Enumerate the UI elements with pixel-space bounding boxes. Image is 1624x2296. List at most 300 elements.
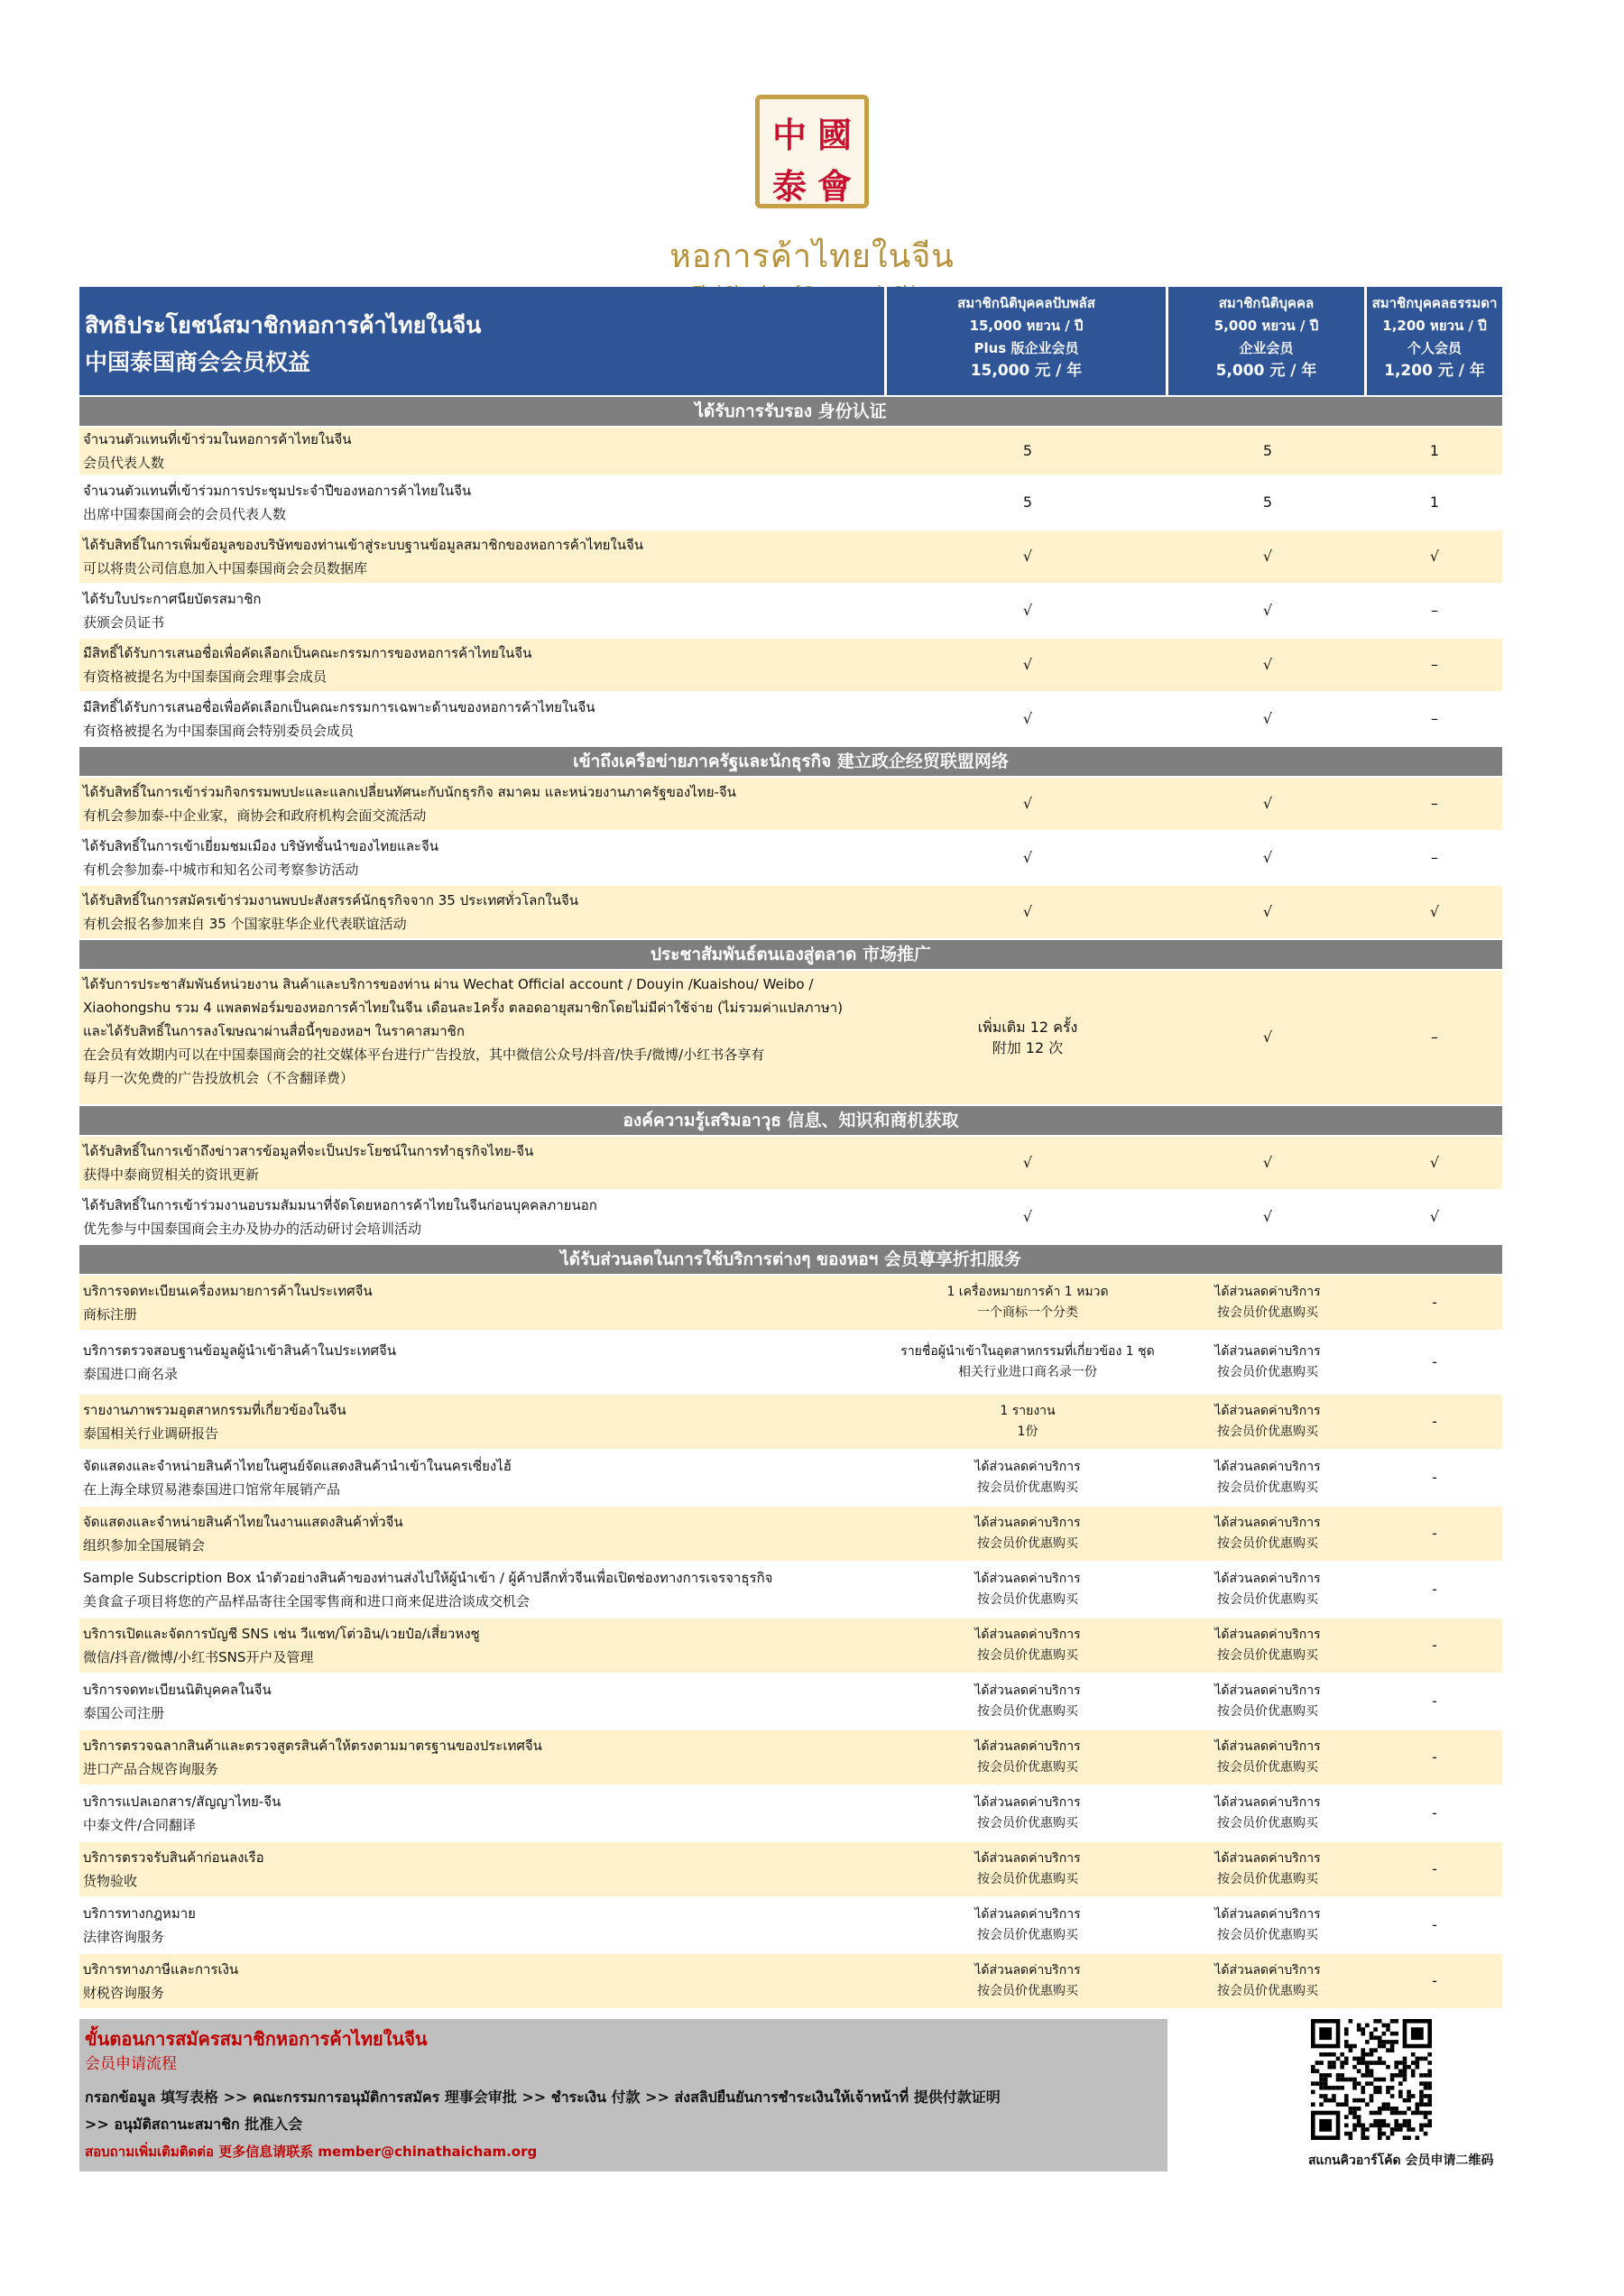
corporate-member-value-text: 按会员价优惠购买 bbox=[1217, 1648, 1318, 1663]
contact-line: สอบถามเพิ่มเติมติดต่อ 更多信息请联系 member@chinathaicham.org bbox=[85, 2144, 538, 2160]
seal-char: 泰 bbox=[771, 166, 807, 207]
benefit-cell bbox=[79, 693, 887, 745]
plus-member-value-text: 按会员价优惠购买 bbox=[977, 1648, 1078, 1663]
benefit-text-chinese: 有资格被提名为中国泰国商会特别委员会成员 bbox=[83, 723, 355, 739]
individual-member-value-text: - bbox=[1432, 1469, 1437, 1486]
benefit-text-chinese: 有机会参加泰-中企业家，商协会和政府机构会面交流活动 bbox=[83, 807, 427, 824]
corporate-member-value-text: ได้ส่วนลดค่าบริการ bbox=[1214, 1907, 1321, 1922]
benefit-cell bbox=[79, 1276, 887, 1330]
benefit-text-thai: บริการเปิดและจัดการบัญชี SNS เช่น วีแชท/โต่วอิน/เวยป๋อ/เสี่ยวหงชู bbox=[83, 1626, 480, 1642]
individual-member-value bbox=[1367, 1276, 1502, 1330]
corporate-member-value-text: ได้ส่วนลดค่าบริการ bbox=[1214, 1460, 1321, 1474]
process-steps bbox=[85, 2084, 1162, 2138]
table-row bbox=[79, 830, 1502, 884]
plus-member-value bbox=[887, 1332, 1168, 1393]
benefit-text-thai: ได้รับสิทธิ์ในการสมัครเข้าร่วมงานพบปะสังสรรค์นักธุรกิจจาก 35 ประเทศทั่วโลกในจีน bbox=[83, 892, 579, 908]
benefit-cell bbox=[79, 585, 887, 637]
table-row bbox=[79, 637, 1502, 691]
table-row bbox=[79, 691, 1502, 745]
corporate-member-value bbox=[1168, 1507, 1367, 1561]
benefit-text-thai: ได้รับใบประกาศนียบัตรสมาชิก bbox=[83, 591, 262, 607]
corporate-member-value-text: 按会员价优惠购买 bbox=[1217, 1760, 1318, 1775]
benefit-text-thai: บริการจดทะเบียนนิติบุคคลในจีน bbox=[83, 1682, 272, 1698]
individual-member-value bbox=[1367, 1730, 1502, 1784]
benefit-text-chinese: 泰国相关行业调研报告 bbox=[83, 1425, 219, 1442]
benefit-cell bbox=[79, 832, 887, 884]
individual-member-value bbox=[1367, 1451, 1502, 1505]
plus-member-value-text: ได้ส่วนลดค่าบริการ bbox=[974, 1739, 1081, 1754]
table-row bbox=[79, 969, 1502, 1104]
plus-member-value bbox=[887, 1842, 1168, 1896]
corporate-member-value-text: 按会员价优惠购买 bbox=[1217, 1816, 1318, 1830]
benefit-cell bbox=[79, 1507, 887, 1561]
individual-member-value-text: - bbox=[1432, 1294, 1437, 1311]
plus-member-value-text: √ bbox=[1022, 548, 1033, 565]
individual-member-value bbox=[1367, 530, 1502, 583]
individual-member-value bbox=[1367, 476, 1502, 529]
individual-member-value bbox=[1367, 585, 1502, 637]
plus-member-value-text: ได้ส่วนลดค่าบริการ bbox=[974, 1460, 1081, 1474]
benefit-text-thai: ได้รับการประชาสัมพันธ์หน่วยงาน สินค้าและบริการของท่าน ผ่าน Wechat Official account / Douyin /Kuaishou/ Weibo / bbox=[83, 976, 814, 992]
benefit-text-chinese: 有资格被提名为中国泰国商会理事会成员 bbox=[83, 669, 328, 685]
corporate-member-value-text: 按会员价优惠购买 bbox=[1217, 1365, 1318, 1379]
seal-char: 會 bbox=[817, 166, 852, 207]
corporate-member-value-text: √ bbox=[1262, 1208, 1273, 1225]
corporate-member-value-text: ได้ส่วนลดค่าบริการ bbox=[1214, 1627, 1321, 1642]
benefits-table bbox=[79, 287, 1502, 2008]
benefit-text-chinese: 法律咨询服务 bbox=[83, 1929, 165, 1945]
corporate-member-value-text: ได้ส่วนลดค่าบริการ bbox=[1214, 1285, 1321, 1299]
corporate-member-value bbox=[1168, 1954, 1367, 2008]
corporate-member-value bbox=[1168, 1276, 1367, 1330]
section-header: ได้รับส่วนลดในการใช้บริการต่างๆ ของหอฯ 会员尊享折扣服务 bbox=[79, 1243, 1502, 1274]
corporate-member-value bbox=[1168, 1137, 1367, 1189]
individual-member-value-text: - bbox=[1432, 1860, 1437, 1877]
corporate-member-value bbox=[1168, 1786, 1367, 1840]
column-name-chinese: 个人会员 bbox=[1407, 340, 1462, 356]
benefit-cell bbox=[79, 886, 887, 938]
table-row bbox=[79, 1135, 1502, 1189]
benefit-text-thai: Xiaohongshu รวม 4 แพลตฟอร์มของหอการค้าไทยในจีน เดือนละ1ครั้ง ตลอดอายุสมาชิกโดยไม่มีค่าใช้จ่าย (ไม่รวมค่าแปลภาษา) bbox=[83, 1000, 844, 1016]
plus-member-value bbox=[887, 1395, 1168, 1449]
table-row bbox=[79, 1330, 1502, 1393]
individual-member-value-text: - bbox=[1432, 1525, 1437, 1542]
process-title-chinese: 会员申请流程 bbox=[85, 2055, 177, 2073]
benefit-text-chinese: 微信/抖音/微博/小红书SNS开户及管理 bbox=[83, 1649, 314, 1665]
benefit-text-chinese: 中泰文件/合同翻译 bbox=[83, 1817, 197, 1833]
plus-member-value-text: 附加 12 次 bbox=[992, 1039, 1064, 1056]
column-name-thai: สมาชิกนิติบุคคล bbox=[1218, 295, 1315, 311]
benefit-cell bbox=[79, 1395, 887, 1449]
benefit-text-chinese: 获颁会员证书 bbox=[83, 614, 165, 631]
corporate-member-value bbox=[1168, 1451, 1367, 1505]
benefit-text-chinese: 财税咨询服务 bbox=[83, 1985, 165, 2001]
plus-member-value bbox=[887, 1191, 1168, 1243]
corporate-member-value-text: 按会员价优惠购买 bbox=[1217, 1984, 1318, 1998]
corporate-member-value-text: 按会员价优惠购买 bbox=[1217, 1480, 1318, 1495]
individual-member-value-text: - bbox=[1432, 1748, 1437, 1766]
qr-code-icon[interactable] bbox=[1311, 2019, 1432, 2140]
corporate-member-value bbox=[1168, 1618, 1367, 1673]
benefit-cell bbox=[79, 1898, 887, 1952]
corporate-member-value-text: 5 bbox=[1262, 493, 1273, 511]
section-header: องค์ความรู้เสริมอาวุธ 信息、知识和商机获取 bbox=[79, 1104, 1502, 1135]
corporate-member-value-text: √ bbox=[1262, 903, 1273, 920]
column-name-thai: สมาชิกบุคคลธรรมดา bbox=[1371, 295, 1498, 311]
benefit-cell bbox=[79, 639, 887, 691]
plus-member-value-text: 1 รายงาน bbox=[1000, 1404, 1056, 1418]
individual-member-value-text: – bbox=[1431, 795, 1438, 812]
corporate-member-value-text: 5 bbox=[1262, 442, 1273, 459]
benefit-text-thai: มีสิทธิ์ได้รับการเสนอชื่อเพื่อคัดเลือกเป็นคณะกรรมการเฉพาะด้านของหอการค้าไทยในจีน bbox=[83, 699, 595, 715]
benefit-text-chinese: 美食盒子项目将您的产品样品寄往全国零售商和进口商来促进洽谈成交机会 bbox=[83, 1593, 531, 1609]
benefit-cell bbox=[79, 530, 887, 583]
benefit-text-chinese: 泰国公司注册 bbox=[83, 1705, 165, 1721]
table-row bbox=[79, 583, 1502, 637]
corporate-member-value bbox=[1168, 1332, 1367, 1393]
corporate-member-value bbox=[1168, 585, 1367, 637]
benefit-text-chinese: 优先参与中国泰国商会主办及协办的活动研讨会培训活动 bbox=[83, 1221, 422, 1237]
individual-member-value-text: √ bbox=[1429, 1208, 1440, 1225]
corporate-member-value-text: √ bbox=[1262, 602, 1273, 619]
plus-member-value bbox=[887, 639, 1168, 691]
individual-member-value-text: – bbox=[1431, 602, 1438, 619]
plus-member-value-text: √ bbox=[1022, 849, 1033, 866]
table-title-chinese: 中国泰国商会会员权益 bbox=[85, 349, 311, 375]
plus-member-value-text: √ bbox=[1022, 795, 1033, 812]
corporate-member-value-text: 按会员价优惠购买 bbox=[1217, 1872, 1318, 1886]
benefit-cell bbox=[79, 1618, 887, 1673]
table-row bbox=[79, 1274, 1502, 1330]
plus-member-value bbox=[887, 1507, 1168, 1561]
table-row bbox=[79, 1561, 1502, 1617]
benefit-text-thai: รายงานภาพรวมอุตสาหกรรมที่เกี่ยวข้องในจีน bbox=[83, 1402, 346, 1418]
individual-member-value-text: 1 bbox=[1429, 442, 1440, 459]
benefit-text-chinese: 有机会报名参加来自 35 个国家驻华企业代表联谊活动 bbox=[83, 916, 407, 932]
plus-member-value bbox=[887, 476, 1168, 529]
plus-member-value bbox=[887, 585, 1168, 637]
benefit-text-chinese: 在上海全球贸易港泰国进口馆常年展销产品 bbox=[83, 1481, 341, 1498]
individual-member-value-text: - bbox=[1432, 1413, 1437, 1430]
benefit-text-chinese: 获得中泰商贸相关的资讯更新 bbox=[83, 1166, 260, 1183]
corporate-member-value bbox=[1168, 832, 1367, 884]
corporate-member-value bbox=[1168, 886, 1367, 938]
table-row bbox=[79, 475, 1502, 529]
column-name-thai: สมาชิกนิติบุคคลปับพลัส bbox=[957, 295, 1095, 311]
plus-member-value-text: ได้ส่วนลดค่าบริการ bbox=[974, 1627, 1081, 1642]
benefit-text-thai: และได้รับสิทธิ์ในการลงโฆษณาผ่านสื่อนี้ๆของหอฯ ในราคาสมาชิก bbox=[83, 1023, 465, 1039]
benefit-cell bbox=[79, 1451, 887, 1505]
plus-member-value bbox=[887, 530, 1168, 583]
plus-member-value-text: ได้ส่วนลดค่าบริการ bbox=[974, 1795, 1081, 1810]
plus-member-value-text: ได้ส่วนลดค่าบริการ bbox=[974, 1851, 1081, 1866]
corporate-member-value-text: 按会员价优惠购买 bbox=[1217, 1425, 1318, 1439]
table-row bbox=[79, 1617, 1502, 1673]
benefit-text-thai: จำนวนตัวแทนที่เข้าร่วมในหอการค้าไทยในจีน bbox=[83, 431, 352, 447]
plus-member-value bbox=[887, 1137, 1168, 1189]
qr-label: สแกนคิวอาร์โค้ด 会员申请二维码 bbox=[1308, 2153, 1494, 2168]
corporate-member-value-text: 按会员价优惠购买 bbox=[1217, 1704, 1318, 1719]
column-price-thai: 5,000 หยวน / ปี bbox=[1213, 318, 1319, 334]
individual-member-value-text: - bbox=[1432, 1804, 1437, 1821]
plus-member-value bbox=[887, 1730, 1168, 1784]
benefit-text-thai: บริการแปลเอกสาร/สัญญาไทย-จีน bbox=[83, 1793, 281, 1810]
benefit-text-chinese: 在会员有效期内可以在中国泰国商会的社交媒体平台进行广告投放，其中微信公众号/抖音/快手/微博/小红书各享有 bbox=[83, 1047, 765, 1063]
corporate-member-value bbox=[1168, 476, 1367, 529]
table-row bbox=[79, 1896, 1502, 1952]
benefit-text-thai: ได้รับสิทธิ์ในการเข้าร่วมงานอบรมสัมมนาที่จัดโดยหอการค้าไทยในจีนก่อนบุคคลภายนอก bbox=[83, 1197, 597, 1213]
corporate-member-value-text: ได้ส่วนลดค่าบริการ bbox=[1214, 1963, 1321, 1978]
benefit-cell bbox=[79, 1954, 887, 2008]
corporate-member-value-text: √ bbox=[1262, 1028, 1273, 1046]
plus-member-value-text: รายชื่อผู้นำเข้าในอุตสาหกรรมที่เกี่ยวข้อง 1 ชุด bbox=[900, 1344, 1155, 1359]
table-row bbox=[79, 1189, 1502, 1243]
plus-member-value bbox=[887, 1898, 1168, 1952]
benefit-text-thai: จัดแสดงและจำหน่ายสินค้าไทยในงานแสดงสินค้าทั่วจีน bbox=[83, 1514, 403, 1530]
table-row bbox=[79, 776, 1502, 830]
benefit-cell bbox=[79, 476, 887, 529]
plus-member-value-text: 按会员价优惠购买 bbox=[977, 1480, 1078, 1495]
plus-member-value bbox=[887, 428, 1168, 475]
plus-member-value-text: 按会员价优惠购买 bbox=[977, 1592, 1078, 1607]
plus-member-value-text: เพิ่มเติม 12 ครั้ง bbox=[977, 1019, 1078, 1036]
plus-member-value-text: √ bbox=[1022, 1208, 1033, 1225]
individual-member-value-text: - bbox=[1432, 1353, 1437, 1370]
plus-member-value-text: √ bbox=[1022, 903, 1033, 920]
table-header bbox=[79, 287, 1502, 395]
plus-member-value bbox=[887, 832, 1168, 884]
corporate-member-value-text: 按会员价优惠购买 bbox=[1217, 1928, 1318, 1942]
plus-member-value-text: ได้ส่วนลดค่าบริการ bbox=[974, 1907, 1081, 1922]
corporate-member-value-text: 按会员价优惠购买 bbox=[1217, 1305, 1318, 1320]
individual-member-value-text: - bbox=[1432, 1581, 1437, 1598]
plus-member-value-text: 按会员价优惠购买 bbox=[977, 1984, 1078, 1998]
corporate-member-value bbox=[1168, 693, 1367, 745]
plus-member-value bbox=[887, 1786, 1168, 1840]
benefit-cell bbox=[79, 1563, 887, 1617]
benefit-text-thai: มีสิทธิ์ได้รับการเสนอชื่อเพื่อคัดเลือกเป็นคณะกรรมการของหอการค้าไทยในจีน bbox=[83, 645, 532, 661]
plus-member-value-text: ได้ส่วนลดค่าบริการ bbox=[974, 1572, 1081, 1586]
plus-member-value-text: 1份 bbox=[1017, 1425, 1038, 1439]
plus-member-value-text: 按会员价优惠购买 bbox=[977, 1704, 1078, 1719]
seal-char: 國 bbox=[817, 115, 852, 155]
benefit-text-chinese: 商标注册 bbox=[83, 1306, 138, 1323]
corporate-member-value bbox=[1168, 530, 1367, 583]
column-price-chinese: 5,000 元 / 年 bbox=[1215, 362, 1317, 380]
individual-member-value bbox=[1367, 1842, 1502, 1896]
plus-member-value-text: 按会员价优惠购买 bbox=[977, 1536, 1078, 1551]
section-header: ประชาสัมพันธ์ตนเองสู่ตลาด 市场推广 bbox=[79, 938, 1502, 969]
individual-member-value bbox=[1367, 1137, 1502, 1189]
individual-member-value bbox=[1367, 428, 1502, 475]
section-header: ได้รับการรับรอง 身份认证 bbox=[79, 395, 1502, 426]
individual-member-value bbox=[1367, 1674, 1502, 1729]
individual-member-value-text: – bbox=[1431, 710, 1438, 727]
benefit-cell bbox=[79, 1191, 887, 1243]
plus-member-value bbox=[887, 886, 1168, 938]
table-title bbox=[79, 287, 887, 395]
plus-member-value-text: ได้ส่วนลดค่าบริการ bbox=[974, 1683, 1081, 1698]
corporate-member-value-text: √ bbox=[1262, 795, 1273, 812]
corporate-member-value-text: √ bbox=[1262, 710, 1273, 727]
plus-member-value bbox=[887, 1954, 1168, 2008]
plus-member-value-text: 1 เครื่องหมายการค้า 1 หมวด bbox=[946, 1285, 1109, 1299]
corporate-member-value-text: ได้ส่วนลดค่าบริการ bbox=[1214, 1344, 1321, 1359]
benefit-cell bbox=[79, 428, 887, 475]
corporate-member-value bbox=[1168, 1898, 1367, 1952]
column-corporate bbox=[1168, 287, 1367, 395]
corporate-member-value-text: √ bbox=[1262, 849, 1273, 866]
plus-member-value-text: 按会员价优惠购买 bbox=[977, 1760, 1078, 1775]
plus-member-value-text: ได้ส่วนลดค่าบริการ bbox=[974, 1963, 1081, 1978]
benefit-text-chinese: 有机会参加泰-中城市和知名公司考察参访活动 bbox=[83, 862, 359, 878]
benefit-text-thai: บริการทางภาษีและการเงิน bbox=[83, 1961, 239, 1978]
corporate-member-value bbox=[1168, 1563, 1367, 1617]
benefit-text-thai: บริการตรวจฉลากสินค้าและตรวจสูตรสินค้าให้ตรงตามมาตรฐานของประเทศจีน bbox=[83, 1738, 542, 1754]
plus-member-value-text: 相关行业进口商名录一份 bbox=[958, 1365, 1097, 1379]
qr-code-block bbox=[1308, 2019, 1494, 2171]
benefit-text-thai: ได้รับสิทธิ์ในการเพิ่มข้อมูลของบริษัทของท่านเข้าสู่ระบบฐานข้อมูลสมาชิกของหอการค้าไทยในจีน bbox=[83, 537, 644, 553]
column-individual bbox=[1367, 287, 1502, 395]
application-process-box bbox=[79, 2019, 1167, 2172]
benefit-cell bbox=[79, 1730, 887, 1784]
individual-member-value bbox=[1367, 639, 1502, 691]
benefit-text-chinese: 进口产品合规咨询服务 bbox=[83, 1761, 219, 1777]
plus-member-value-text: √ bbox=[1022, 1154, 1033, 1171]
individual-member-value bbox=[1367, 693, 1502, 745]
benefit-text-thai: จัดแสดงและจำหน่ายสินค้าไทยในศูนย์จัดแสดงสินค้านำเข้าในนครเซี่ยงไฮ้ bbox=[83, 1458, 512, 1474]
corporate-member-value bbox=[1168, 971, 1367, 1104]
column-price-thai: 1,200 หยวน / ปี bbox=[1382, 318, 1487, 334]
plus-member-value-text: √ bbox=[1022, 656, 1033, 673]
corporate-member-value bbox=[1168, 778, 1367, 830]
corporate-member-value bbox=[1168, 1842, 1367, 1896]
benefit-cell bbox=[79, 1674, 887, 1729]
seal-char: 中 bbox=[771, 115, 807, 155]
corporate-member-value-text: 按会员价优惠购买 bbox=[1217, 1536, 1318, 1551]
corporate-member-value bbox=[1168, 1395, 1367, 1449]
column-name-chinese: 企业会员 bbox=[1239, 340, 1294, 356]
individual-member-value bbox=[1367, 1563, 1502, 1617]
logo-header bbox=[0, 95, 1624, 299]
corporate-member-value bbox=[1168, 639, 1367, 691]
table-row bbox=[79, 1449, 1502, 1505]
benefit-text-thai: Sample Subscription Box นำตัวอย่างสินค้าของท่านส่งไปให้ผู้นำเข้า / ผู้ค้าปลีกทั่วจีนเพื่อเปิดช่องทางการเจรจาธุรกิจ bbox=[83, 1570, 773, 1586]
corporate-member-value-text: ได้ส่วนลดค่าบริการ bbox=[1214, 1851, 1321, 1866]
individual-member-value bbox=[1367, 832, 1502, 884]
process-title-thai: ขั้นตอนการสมัครสมาชิกหอการค้าไทยในจีน bbox=[85, 2028, 428, 2050]
benefit-cell bbox=[79, 1842, 887, 1896]
plus-member-value bbox=[887, 1618, 1168, 1673]
individual-member-value-text: - bbox=[1432, 1637, 1437, 1654]
corporate-member-value-text: 按会员价优惠购买 bbox=[1217, 1592, 1318, 1607]
plus-member-value-text: ได้ส่วนลดค่าบริการ bbox=[974, 1516, 1081, 1530]
individual-member-value-text: - bbox=[1432, 1916, 1437, 1933]
individual-member-value-text: √ bbox=[1429, 903, 1440, 920]
individual-member-value-text: - bbox=[1432, 1692, 1437, 1710]
table-row bbox=[79, 1784, 1502, 1840]
benefit-text-chinese: 每月一次免费的广告投放机会（不含翻译费） bbox=[83, 1070, 355, 1086]
plus-member-value bbox=[887, 1451, 1168, 1505]
corporate-member-value-text: ได้ส่วนลดค่าบริการ bbox=[1214, 1683, 1321, 1698]
table-body bbox=[79, 395, 1502, 2008]
plus-member-value bbox=[887, 971, 1168, 1104]
table-row bbox=[79, 1729, 1502, 1784]
individual-member-value bbox=[1367, 1191, 1502, 1243]
benefit-text-thai: ได้รับสิทธิ์ในการเข้าร่วมกิจกรรมพบปะและแลกเปลี่ยนทัศนะกับนักธุรกิจ สมาคม และหน่วยงานภาครัฐของไทย-จีน bbox=[83, 784, 736, 800]
column-plus-corporate bbox=[887, 287, 1168, 395]
individual-member-value-text: - bbox=[1432, 1972, 1437, 1989]
org-name-thai: หอการค้าไทยในจีน bbox=[669, 238, 955, 275]
corporate-member-value-text: ได้ส่วนลดค่าบริการ bbox=[1214, 1572, 1321, 1586]
benefit-cell bbox=[79, 971, 887, 1104]
individual-member-value bbox=[1367, 1786, 1502, 1840]
process-steps-line: >> อนุมัติสถานะสมาชิก 批准入会 bbox=[85, 2116, 303, 2133]
plus-member-value-text: 按会员价优惠购买 bbox=[977, 1928, 1078, 1942]
plus-member-value bbox=[887, 1674, 1168, 1729]
individual-member-value bbox=[1367, 1395, 1502, 1449]
table-row bbox=[79, 1840, 1502, 1896]
individual-member-value bbox=[1367, 1898, 1502, 1952]
benefit-text-thai: บริการทางกฎหมาย bbox=[83, 1905, 196, 1922]
table-row bbox=[79, 1952, 1502, 2008]
corporate-member-value bbox=[1168, 1191, 1367, 1243]
benefit-cell bbox=[79, 1332, 887, 1393]
benefit-text-chinese: 可以将贵公司信息加入中国泰国商会会员数据库 bbox=[83, 560, 368, 576]
corporate-member-value bbox=[1168, 428, 1367, 475]
corporate-member-value-text: ได้ส่วนลดค่าบริการ bbox=[1214, 1739, 1321, 1754]
column-price-chinese: 1,200 元 / 年 bbox=[1384, 362, 1485, 380]
corporate-member-value bbox=[1168, 1674, 1367, 1729]
plus-member-value bbox=[887, 1563, 1168, 1617]
individual-member-value-text: – bbox=[1431, 849, 1438, 866]
benefit-text-thai: ได้รับสิทธิ์ในการเข้าเยี่ยมชมเมือง บริษัทชั้นนำของไทยและจีน bbox=[83, 838, 439, 854]
plus-member-value-text: 5 bbox=[1022, 493, 1033, 511]
benefit-text-thai: ได้รับสิทธิ์ในการเข้าถึงข่าวสารข้อมูลที่จะเป็นประโยชน์ในการทำธุรกิจไทย-จีน bbox=[83, 1143, 534, 1159]
individual-member-value bbox=[1367, 971, 1502, 1104]
individual-member-value-text: √ bbox=[1429, 548, 1440, 565]
chamber-seal-logo bbox=[755, 95, 869, 208]
individual-member-value bbox=[1367, 1954, 1502, 2008]
column-price-thai: 15,000 หยวน / ปี bbox=[969, 318, 1084, 334]
table-row bbox=[79, 1393, 1502, 1449]
table-row bbox=[79, 529, 1502, 583]
table-title-thai: สิทธิประโยชน์สมาชิกหอการค้าไทยในจีน bbox=[85, 312, 482, 338]
corporate-member-value-text: √ bbox=[1262, 548, 1273, 565]
plus-member-value-text: √ bbox=[1022, 602, 1033, 619]
benefit-text-chinese: 泰国进口商名录 bbox=[83, 1366, 179, 1382]
individual-member-value bbox=[1367, 1332, 1502, 1393]
plus-member-value-text: 按会员价优惠购买 bbox=[977, 1816, 1078, 1830]
benefit-cell bbox=[79, 1786, 887, 1840]
benefit-text-thai: บริการจดทะเบียนเครื่องหมายการค้าในประเทศจีน bbox=[83, 1283, 373, 1299]
plus-member-value-text: 一个商标一个分类 bbox=[977, 1305, 1078, 1320]
corporate-member-value bbox=[1168, 1730, 1367, 1784]
individual-member-value bbox=[1367, 778, 1502, 830]
plus-member-value bbox=[887, 693, 1168, 745]
benefit-cell bbox=[79, 1137, 887, 1189]
table-row bbox=[79, 1673, 1502, 1729]
benefit-text-thai: จำนวนตัวแทนที่เข้าร่วมการประชุมประจำปีของหอการค้าไทยในจีน bbox=[83, 483, 472, 499]
individual-member-value bbox=[1367, 886, 1502, 938]
corporate-member-value-text: ได้ส่วนลดค่าบริการ bbox=[1214, 1404, 1321, 1418]
table-row bbox=[79, 1505, 1502, 1561]
benefit-cell bbox=[79, 778, 887, 830]
plus-member-value bbox=[887, 778, 1168, 830]
plus-member-value-text: 5 bbox=[1022, 442, 1033, 459]
table-row bbox=[79, 884, 1502, 938]
table-row bbox=[79, 426, 1502, 475]
